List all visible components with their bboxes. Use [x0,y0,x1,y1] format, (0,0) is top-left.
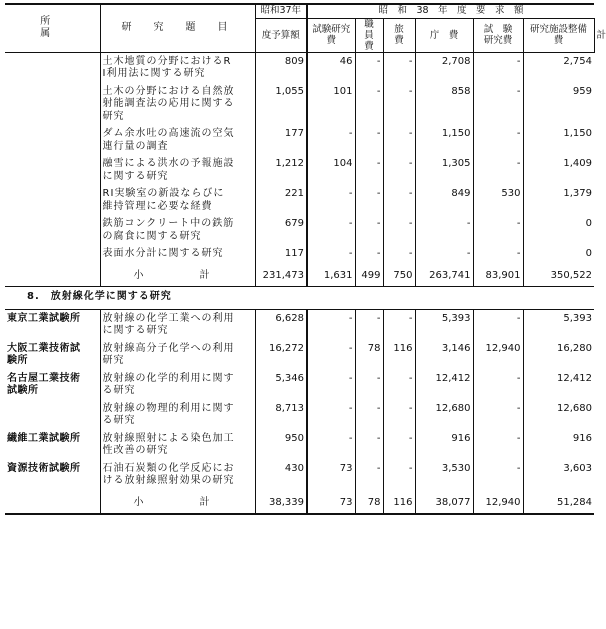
section-row [5,286,594,309]
row-fy37-budget: 679 [255,213,307,243]
affiliation-line: 東京工業試験所 [7,312,81,324]
row-total: 2,754 [523,52,594,81]
section-header [5,286,594,309]
row-research-cost: 916 [415,428,473,458]
row-staff-research: - [307,309,355,338]
row-travel: - [383,81,415,124]
table-row [5,428,594,458]
row-staff-research: - [307,243,355,261]
row-travel: - [383,368,415,398]
row-affiliation [5,213,100,243]
row-facility-cost: - [473,398,523,428]
table-row [5,153,594,183]
budget-table [5,3,606,515]
row-travel: - [383,123,415,153]
project-title-line: 土木地質の分野におけるR [102,55,232,67]
row-research-cost: 2,708 [415,52,473,81]
row-facility-cost: - [473,213,523,243]
row-total: 16,280 [523,338,594,368]
project-title-line: 性改善の研究 [102,445,169,456]
header-fy37-line2: 度予算額 [255,18,307,52]
affiliation-line: 大阪工業技術試 [7,342,81,354]
row-travel: - [383,183,415,213]
header-sub-col: 職 員 費 [355,18,383,52]
row-total: 1,409 [523,153,594,183]
table-body-part1 [5,52,594,286]
subtotal-staff-research: 1,631 [307,261,355,287]
row-staff-cost: - [355,123,383,153]
row-research-cost: 3,530 [415,458,473,488]
row-staff-cost: - [355,153,383,183]
table-row [5,52,594,81]
project-title-line: RI実験室の新設ならびに [102,188,225,199]
row-total: 0 [523,243,594,261]
affiliation-line: 資源技術試験所 [7,462,81,474]
row-staff-cost: - [355,458,383,488]
subtotal-total: 350,522 [523,261,594,287]
row-fy37-budget: 177 [255,123,307,153]
row-fy37-budget: 8,713 [255,398,307,428]
row-facility-cost: 12,940 [473,338,523,368]
row-facility-cost: 530 [473,183,523,213]
subtotal-label: 小 計 [100,261,255,287]
row-affiliation [5,243,100,261]
project-title-line: に関する研究 [102,325,169,336]
header-affiliation: 所 属 [5,4,100,52]
row-project-title [100,153,255,183]
row-project-title [100,428,255,458]
row-project-title [100,213,255,243]
row-affiliation [5,153,100,183]
row-project-title [100,458,255,488]
row-facility-cost: - [473,428,523,458]
row-facility-cost: - [473,52,523,81]
row-travel: - [383,309,415,338]
row-fy37-budget: 221 [255,183,307,213]
row-staff-cost: - [355,52,383,81]
row-total: 5,393 [523,309,594,338]
row-fy37-budget: 809 [255,52,307,81]
subtotal-staff-research: 73 [307,488,355,514]
project-title-line: 放射線高分子化学への利用 [102,342,235,354]
row-affiliation [5,428,100,458]
row-affiliation [5,52,100,81]
project-title-line: 維持管理に必要な経費 [102,200,213,212]
row-affiliation [5,123,100,153]
project-title-line: I利用法に関する研究 [102,68,206,79]
header-sub-col: 試験研究費 [307,18,355,52]
row-staff-research: 101 [307,81,355,124]
row-affiliation [5,183,100,213]
row-research-cost: 5,393 [415,309,473,338]
subtotal-travel: 750 [383,261,415,287]
row-affiliation [5,398,100,428]
header-row-2: 度予算額 試験研究費 職 員 費 旅 費 庁 費 試 験 研究費 研究施設整備費 計 [5,18,594,52]
subtotal-research-cost: 38,077 [415,488,473,514]
row-facility-cost: - [473,243,523,261]
row-project-title [100,398,255,428]
subtotal-row [5,488,594,514]
row-staff-cost: - [355,428,383,458]
project-title-line: 研究 [102,110,125,122]
row-project-title [100,243,255,261]
budget-table-sheet [5,3,606,515]
subtotal-row [5,261,594,287]
row-total: 1,150 [523,123,594,153]
table-row [5,123,594,153]
row-project-title [100,183,255,213]
row-staff-research: - [307,123,355,153]
subtotal-staff-cost: 499 [355,261,383,287]
project-title-line: 石油石炭類の化学反応にお [102,462,235,474]
row-staff-research: - [307,213,355,243]
header-project: 研 究 題 目 [100,4,255,52]
affiliation-line: 繊維工業試験所 [7,432,81,444]
row-research-cost: 849 [415,183,473,213]
row-staff-cost: - [355,183,383,213]
row-research-cost: 1,150 [415,123,473,153]
table-row [5,183,594,213]
row-fy37-budget: 5,346 [255,368,307,398]
table-row [5,398,594,428]
row-fy37-budget: 1,055 [255,81,307,124]
row-travel: - [383,153,415,183]
project-title-line: ける放射線照射効果の研究 [102,475,235,486]
row-staff-research: - [307,428,355,458]
row-staff-cost: - [355,243,383,261]
table-row [5,338,594,368]
project-title-line: 連行量の調査 [102,140,169,152]
row-travel: - [383,243,415,261]
affiliation-line: 名古屋工業技術 [7,372,81,384]
project-title-line: 放射線の物理的利用に関す [102,402,235,414]
row-staff-research: 73 [307,458,355,488]
project-title-line: 鉄筋コンクリート中の鉄筋 [102,218,235,229]
table-row [5,243,594,261]
row-total: 959 [523,81,594,124]
row-staff-research: 104 [307,153,355,183]
table-row [5,213,594,243]
affiliation-line: 試験所 [7,385,39,396]
row-total: 1,379 [523,183,594,213]
row-fy37-budget: 16,272 [255,338,307,368]
project-title-line: ダム余水吐の高速流の空気 [102,128,235,139]
row-travel: - [383,458,415,488]
row-affiliation [5,81,100,124]
project-title-line: る研究 [102,415,136,426]
row-staff-cost: - [355,81,383,124]
header-sub-col: 庁 費 [415,18,473,52]
row-staff-research: - [307,183,355,213]
row-facility-cost: - [473,458,523,488]
row-affiliation [5,338,100,368]
project-title-line: に関する研究 [102,170,169,182]
table-row [5,309,594,338]
row-research-cost: - [415,243,473,261]
row-total: 3,603 [523,458,594,488]
row-affiliation [5,458,100,488]
row-total: 916 [523,428,594,458]
row-research-cost: 1,305 [415,153,473,183]
table-body-part2 [5,309,594,514]
row-research-cost: 12,680 [415,398,473,428]
row-facility-cost: - [473,153,523,183]
row-total: 12,412 [523,368,594,398]
row-total: 12,680 [523,398,594,428]
project-title-line: 融雪による洪水の予報施設 [102,158,235,169]
project-title-line: の腐食に関する研究 [102,230,202,242]
row-staff-research: - [307,338,355,368]
subtotal-total: 51,284 [523,488,594,514]
row-research-cost: 858 [415,81,473,124]
row-project-title [100,52,255,81]
row-travel: - [383,398,415,428]
table-row [5,81,594,124]
row-travel: - [383,52,415,81]
row-staff-cost: - [355,309,383,338]
project-title-line: 放射線の化学工業への利用 [102,312,235,324]
row-facility-cost: - [473,81,523,124]
row-staff-cost: - [355,368,383,398]
row-research-cost: 12,412 [415,368,473,398]
row-project-title [100,309,255,338]
table-row [5,368,594,398]
row-fy37-budget: 1,212 [255,153,307,183]
row-total: 0 [523,213,594,243]
header-sub-col: 試 験 研究費 [473,18,523,52]
project-title-line: 放射線の化学的利用に関す [102,372,235,384]
row-affiliation [5,309,100,338]
row-fy37-budget: 430 [255,458,307,488]
subtotal-label: 小 計 [100,488,255,514]
row-facility-cost: - [473,309,523,338]
project-title-line: る研究 [102,385,136,396]
row-research-cost: - [415,213,473,243]
row-research-cost: 3,146 [415,338,473,368]
row-affiliation [5,368,100,398]
subtotal-fy37: 231,473 [255,261,307,287]
row-fy37-budget: 117 [255,243,307,261]
row-staff-research: 46 [307,52,355,81]
project-title-line: 土木の分野における自然放 [102,85,235,97]
subtotal-facility-cost: 83,901 [473,261,523,287]
row-project-title [100,81,255,124]
subtotal-affiliation [5,488,100,514]
subtotal-affiliation [5,261,100,287]
section-title: 8. 放射線化学に関する研究 [5,286,594,309]
row-project-title [100,338,255,368]
row-travel: 116 [383,338,415,368]
row-facility-cost: - [473,368,523,398]
row-project-title [100,123,255,153]
affiliation-line: 験所 [7,355,28,366]
subtotal-fy37: 38,339 [255,488,307,514]
row-fy37-budget: 950 [255,428,307,458]
project-title-line: 射能調査法の応用に関する [102,98,235,109]
header-row-1 [5,4,594,18]
row-staff-research: - [307,398,355,428]
header-fy37-line1: 昭和37年 [255,4,307,18]
subtotal-research-cost: 263,741 [415,261,473,287]
row-travel: - [383,428,415,458]
header-sub-col: 旅 費 [383,18,415,52]
row-facility-cost: - [473,123,523,153]
table-row [5,458,594,488]
row-project-title [100,368,255,398]
row-travel: - [383,213,415,243]
subtotal-travel: 116 [383,488,415,514]
row-staff-cost: - [355,398,383,428]
subtotal-facility-cost: 12,940 [473,488,523,514]
row-fy37-budget: 6,628 [255,309,307,338]
header-fy38-group: 昭 和 38 年 度 要 求 額 [307,4,594,18]
row-staff-cost: 78 [355,338,383,368]
row-staff-research: - [307,368,355,398]
project-title-line: 研究 [102,355,125,366]
row-staff-cost: - [355,213,383,243]
header-sub-col: 研究施設整備費 [523,18,594,52]
subtotal-staff-cost: 78 [355,488,383,514]
project-title-line: 放射線照射による染色加工 [102,432,235,444]
project-title-line: 表面水分計に関する研究 [102,248,224,259]
